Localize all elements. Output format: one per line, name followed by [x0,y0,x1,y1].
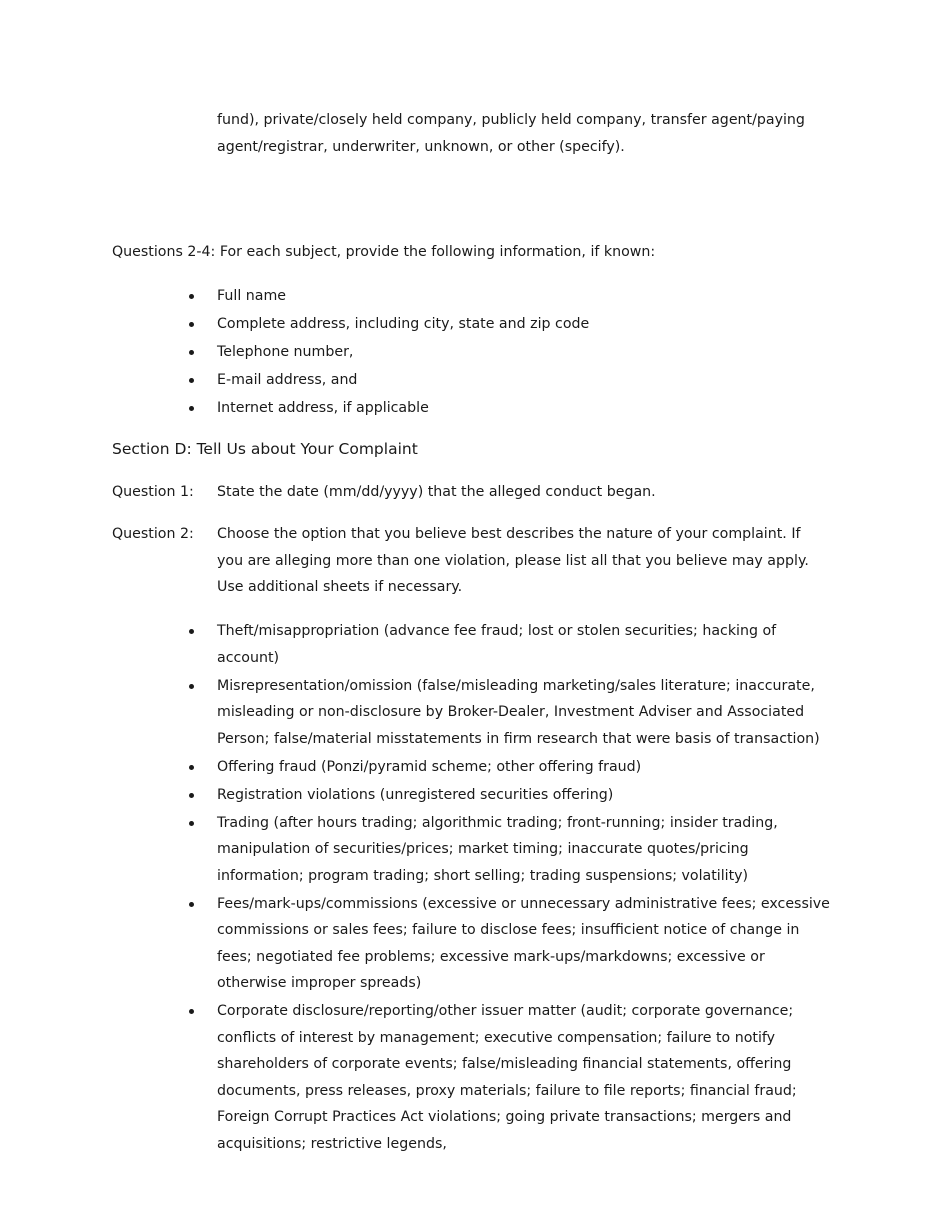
list-item: Telephone number, [217,339,817,366]
complaint-options-list [217,618,831,1159]
question-2-label: Question 2: [112,526,194,542]
list-item: Fees/mark-ups/commissions (excessive or unnecessary administrative fees; excessive commissions or sales fees; failure to disclose fees; insufficient notice of change in fees; negotiated fee problems; excessive mark-ups/markdowns; excessive or otherwise improper spreads) [217,891,831,997]
list-item: Offering fraud (Ponzi/pyramid scheme; other offering fraud) [217,754,831,781]
list-item: E-mail address, and [217,367,817,394]
list-item: Internet address, if applicable [217,395,817,422]
list-item: Complete address, including city, state and zip code [217,311,817,338]
section-d-heading: Section D: Tell Us about Your Complaint [112,440,418,458]
list-item: Theft/misappropriation (advance fee fraud; lost or stolen securities; hacking of account) [217,618,831,671]
list-item: Trading (after hours trading; algorithmic trading; front-running; insider trading, manipulation of securities/prices; market timing; inaccurate quotes/pricing information; program trading; short selling; trading suspensions; volatility) [217,810,831,890]
continuation-paragraph: fund), private/closely held company, publicly held company, transfer agent/paying agent/registrar, underwriter, unknown, or other (specify). [217,112,805,155]
subject-info-list [217,283,817,423]
list-item: Corporate disclosure/reporting/other issuer matter (audit; corporate governance; conflicts of interest by management; executive compensation; failure to notify shareholders of corporate events; false/misleading financial statements, offering documents, press releases, proxy materials; failure to file reports; financial fraud; Foreign Corrupt Practices Act violations; going private transactions; mergers and acquisitions; restrictive legends, [217,998,831,1157]
question-1-label: Question 1: [112,484,194,500]
list-item: Misrepresentation/omission (false/misleading marketing/sales literature; inaccurate, misleading or non-disclosure by Broker-Dealer, Investment Adviser and Associated Person; false/material misstatements in firm research that were basis of transaction) [217,673,831,753]
question-2-text: Choose the option that you believe best describes the nature of your complaint. If you are alleging more than one violation, please list all that you believe may apply. Use additional sheets if necessary. [217,526,809,595]
question-1-text: State the date (mm/dd/yyyy) that the alleged conduct began. [217,484,656,500]
questions-2-4-intro: Questions 2-4: For each subject, provide the following information, if known: [112,244,656,260]
list-item: Full name [217,283,817,310]
list-item: Registration violations (unregistered securities offering) [217,782,831,809]
